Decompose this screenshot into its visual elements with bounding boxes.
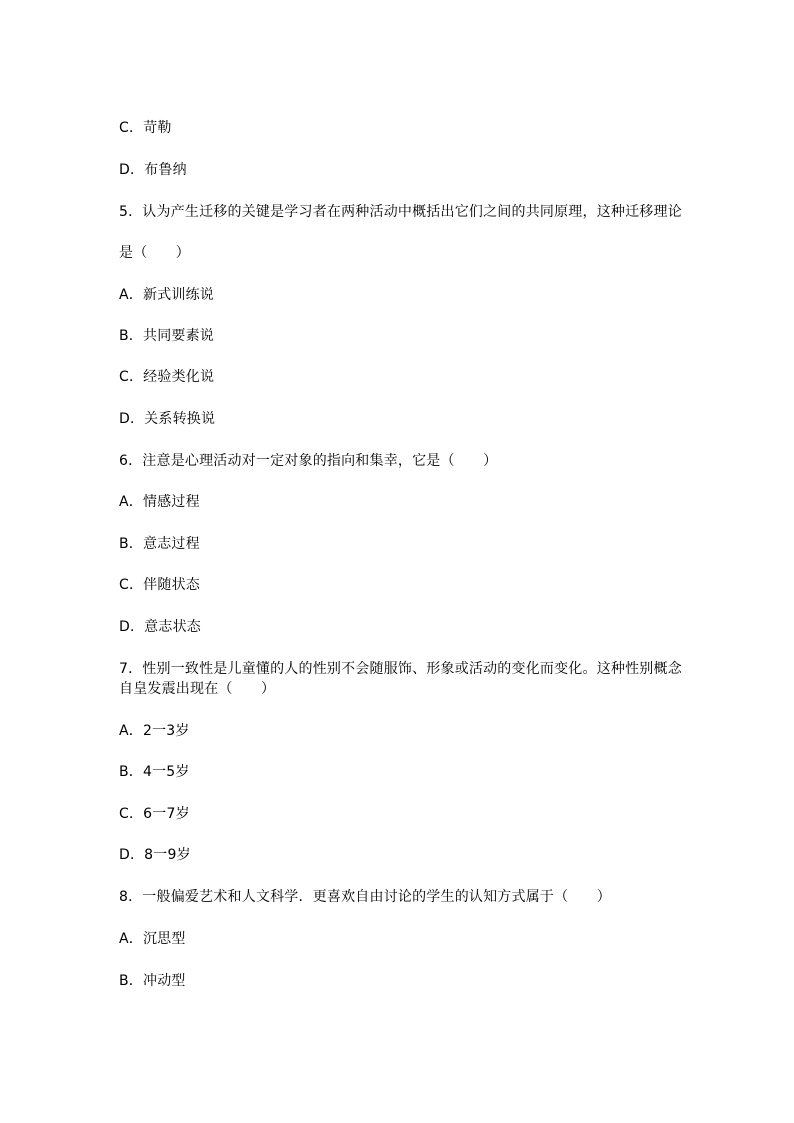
q5-stem-line1: 5．认为产生迁移的关键是学习者在两种活动中概括出它们之间的共同原理，这种迁移理论 (119, 204, 682, 220)
q7-option-a: A．2一3岁 (119, 723, 190, 739)
q8-option-a: A．沉思型 (119, 931, 186, 947)
q5-option-b: B．共同要素说 (119, 328, 215, 344)
q5-stem-line2: 是（ ） (119, 245, 190, 261)
q4-option-c: C．苛勒 (119, 120, 172, 136)
q4-option-d: D．布鲁纳 (119, 162, 187, 178)
q6-option-c: C．伴随状态 (119, 577, 200, 593)
q8-stem: 8．一般偏爱艺术和人文科学．更喜欢自由讨论的学生的认知方式属于（ ） (119, 889, 611, 905)
q6-option-b: B．意志过程 (119, 536, 200, 552)
q7-option-b: B．4一5岁 (119, 764, 190, 780)
q7-stem-line2: 自皇发震出现在（ ） (119, 681, 276, 697)
q8-option-b: B．冲动型 (119, 973, 186, 989)
q5-option-d: D．关系转换说 (119, 411, 216, 427)
q6-stem: 6．注意是心理活动对一定对象的指向和集幸，它是（ ） (119, 453, 498, 469)
q5-option-a: A．新式训练说 (119, 287, 214, 303)
q5-option-c: C．经验类化说 (119, 369, 215, 385)
q6-option-a: A．情感过程 (119, 494, 200, 510)
q7-option-d: D．8一9岁 (119, 847, 191, 863)
q6-option-d: D．意志状态 (119, 619, 201, 635)
q7-stem-line1: 7．性别一致性是儿童懂的人的性别不会随服饰、形象或活动的变化而变化。这种性别概念 (119, 661, 682, 677)
q7-option-c: C．6一7岁 (119, 806, 190, 822)
